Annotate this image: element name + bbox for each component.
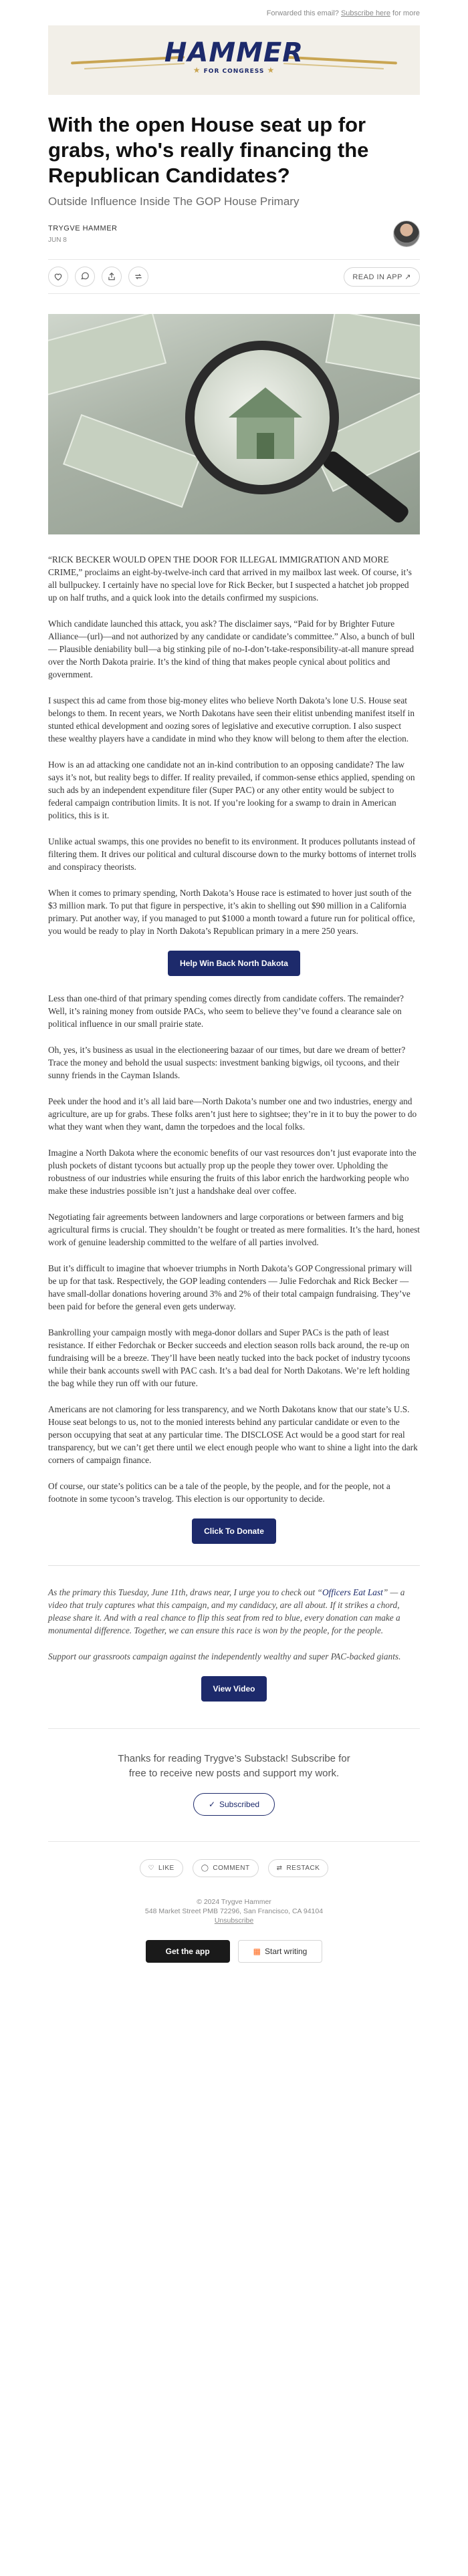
money-bill [325, 314, 420, 385]
closing-paragraph [48, 1586, 420, 1637]
body-paragraph: Bankrolling your campaign mostly with mega-donor dollars and Super PACs is the path of least resistance. If either Fedorchak or Becker succeeds and election season rolls back around, the re-up on fundraising will be a breeze. They’ll have been neatly tucked into the back pocket of industry tycoons while their bank accounts swell with PAC cash. It’s a bad deal for North Dakotans. We’re left holding the bag while they run off with our future. [48, 1327, 411, 1388]
hammer-logo [48, 37, 420, 75]
like-button[interactable] [48, 267, 68, 287]
footer-like-button[interactable] [140, 1859, 183, 1877]
start-writing-label: Start writing [265, 1947, 308, 1956]
body-paragraph: How is an ad attacking one candidate not an in-kind contribution to an opposing candidate? The law says it’s not, but reality begs to differ. If reality prevailed, if common-sense ethics applied, spending on such ads by an independent expenditure filer (Super PAC) or any other entity would be subject to federal campaign contribution limits. It is not. If you’re looking for a swamp to drain in American politics, this is it. [48, 760, 415, 820]
post-actions [48, 259, 420, 294]
logo-wordmark: HAMMER [164, 37, 304, 68]
arrow-up-right-icon: ↗ [404, 273, 411, 281]
star-icon: ★ [193, 65, 201, 75]
logo-subline-text: FOR CONGRESS [203, 68, 265, 75]
body-paragraph: Oh, yes, it’s business as usual in the electioneering bazaar of our times, but dare we dream of better? Trace the money and behold the usual suspects: investment banking bigwigs, oil tycoons, and their sunny friends in the Cayman Islands. [48, 1045, 406, 1080]
like-label: LIKE [158, 1865, 174, 1872]
restack-label: RESTACK [286, 1865, 320, 1872]
restack-button[interactable] [128, 267, 148, 287]
comment-label: COMMENT [213, 1865, 250, 1872]
section-divider [48, 1565, 420, 1566]
subscribed-button[interactable] [193, 1793, 275, 1816]
body-paragraph: Less than one-third of that primary spending comes directly from candidate coffers. The remainder? Well, it’s raining money from outside PACs, who seem to believe they’ve found a clearance sale on political influence in our small prairie state. [48, 993, 404, 1029]
app-buttons [0, 1940, 468, 1963]
closing-text: ” — a video that truly captures what this campaign, and my candidacy, are all about. If it strikes a chord, please share it. And with a real chance to flip this seat from red to blue, every donation can make a monumental difference. Together, we can ensure this race is won by the people, for the people. [48, 1587, 405, 1635]
read-in-app-label: READ IN APP [352, 273, 402, 281]
donate-button[interactable]: Click To Donate [192, 1518, 276, 1544]
legal-footer [0, 1897, 468, 1925]
footer-restack-button[interactable] [268, 1859, 329, 1877]
avatar[interactable] [393, 220, 420, 247]
body-paragraph: Americans are not clamoring for less transparency, and we North Dakotans know that our state’s U.S. House seat belongs to us, not to the monied interests behind any particular candidate or even to the person occupying that seat at any particular time. The DISCLOSE Act would be a good start for real transparency, but we can’t get there until we elect enough people who want to shine a light into the dark corners of campaign finance. [48, 1404, 418, 1465]
reaction-bar [0, 1859, 468, 1877]
restack-icon: ⇄ [276, 1865, 283, 1872]
body-paragraph: Which candidate launched this attack, you ask? The disclaimer says, “Paid for by Brighter Future Alliance—(url)—and not authorized by any candidate or candidate’s committee.” Also, a bunch of bull— Plausible deniability bull—a big stinking pile of no-I-don’t-take-responsibility-at-all manure spread over the North Dakota prairie. It’s the kind of thing that makes people cynical about politics and government. [48, 619, 415, 679]
share-icon [107, 272, 116, 281]
help-win-back-button[interactable]: Help Win Back North Dakota [168, 951, 300, 976]
hero-image[interactable] [48, 314, 420, 534]
closing-note [0, 1586, 468, 1702]
money-bill [48, 314, 166, 396]
subscribed-label: Subscribed [219, 1800, 260, 1809]
comment-button[interactable] [75, 267, 95, 287]
post-subtitle: Outside Influence Inside The GOP House Primary [48, 195, 300, 208]
post-title[interactable]: With the open House seat up for grabs, who's really financing the Republican Candidates? [48, 113, 369, 187]
heart-icon: ♡ [148, 1865, 154, 1872]
view-video-button[interactable]: View Video [201, 1676, 267, 1702]
check-icon: ✓ [208, 1800, 215, 1809]
restack-icon [134, 272, 143, 281]
comment-icon: ◯ [201, 1865, 209, 1872]
money-bill [63, 414, 201, 508]
officers-eat-last-link[interactable]: Officers Eat Last [322, 1587, 383, 1597]
body-paragraph: Unlike actual swamps, this one provides no benefit to its environment. It produces pollutants instead of filtering them. It drives our political and cultural discourse down to the murky bottoms of internet trolls and conspiracy theorists. [48, 836, 417, 872]
copyright: © 2024 Trygve Hammer [197, 1898, 271, 1906]
body-paragraph: I suspect this ad came from those big-money elites who believe North Dakota’s lone U.S. House seat belongs to them. In recent years, we North Dakotans have seen their elitist unbending manifest itself in stunted ethical development and oozing sores of legislative and executive corruption. I also suspect these wealthy players have a candidate in mind who they know will belong to them after the election. [48, 695, 415, 744]
read-in-app-button[interactable] [344, 267, 420, 287]
byline [48, 220, 420, 247]
start-writing-button[interactable] [238, 1940, 323, 1963]
substack-icon: ▦ [253, 1947, 261, 1956]
get-app-button[interactable]: Get the app [146, 1940, 230, 1963]
thanks-text: Thanks for reading Trygve’s Substack! Subscribe for free to receive new posts and support my work. [118, 1753, 350, 1779]
closing-text: As the primary this Tuesday, June 11th, draws near, I urge you to check out “ [48, 1587, 322, 1597]
house-door [257, 433, 274, 459]
subscribe-box [48, 1728, 420, 1842]
forward-note [0, 0, 468, 25]
footer-comment-button[interactable] [193, 1859, 259, 1877]
author-name[interactable]: TRYGVE HAMMER [48, 224, 118, 232]
body-paragraph: Peek under the hood and it’s all laid bare—North Dakota’s number one and two industries, energy and agriculture, are up for grabs. These folks aren’t just here to sightsee; they’re in it to buy the power to do what they want when they want, damn the torpedoes and the local folks. [48, 1096, 417, 1132]
forward-note-text: Forwarded this email? [266, 9, 339, 17]
house-roof [229, 387, 302, 418]
body-paragraph: Of course, our state’s politics can be a tale of the people, by the people, and for the people, not a footnote in some tycoon’s travelog. This election is our opportunity to decide. [48, 1481, 390, 1504]
logo-subline [48, 65, 420, 75]
body-paragraph: But it’s difficult to imagine that whoever triumphs in North Dakota’s GOP Congressional primary will be up for that task. Respectively, the GOP leading contenders — Julie Fedorchak and Rick Becker — have small-dollar donations hovering around 3% and 2% of their total campaign fundraising. They’ve been paid for before the general even gets underway. [48, 1263, 413, 1311]
closing-paragraph: Support our grassroots campaign against the independently wealthy and super PAC-backed giants. [48, 1651, 401, 1661]
heart-icon [53, 272, 63, 281]
mailing-address: 548 Market Street PMB 72296, San Francisco, CA 94104 [144, 1907, 324, 1915]
share-button[interactable] [102, 267, 122, 287]
body-paragraph: “RICK BECKER WOULD OPEN THE DOOR FOR ILLEGAL IMMIGRATION AND MORE CRIME,” proclaims an eight-by-twelve-inch card that arrived in my mailbox last week. Of course, it’s all bullpuckey. I certainly have no special love for Rick Becker, but I suspected a hatchet job propped up on half truths, and a quick look into the details confirmed my suspicions. [48, 554, 412, 603]
campaign-banner[interactable] [48, 25, 420, 95]
body-paragraph: Imagine a North Dakota where the economic benefits of our vast resources don’t just evaporate into the plush pockets of distant tycoons but actually prop up the people they tower over. Upholding the robustness of our industries while ensuring the fruits of this labor enrich the hardworking people who make these industries possible isn’t just a handshake deal over coffee. [48, 1148, 417, 1196]
post-date: JUN 8 [48, 236, 67, 244]
unsubscribe-link[interactable]: Unsubscribe [214, 1917, 254, 1925]
body-paragraph: Negotiating fair agreements between landowners and large corporations or between farmers and big agricultural firms is crucial. They shouldn’t be fought or treated as mere formalities. It’s the hard, honest work of genuine leadership committed to the welfare of all parties involved. [48, 1212, 420, 1247]
article-body [0, 553, 468, 1544]
comment-icon [80, 272, 90, 281]
forward-note-suffix: for more [392, 9, 420, 17]
body-paragraph: When it comes to primary spending, North Dakota’s House race is estimated to hover just south of the $3 million mark. To put that figure in perspective, it’s akin to shelling out $90 million in a California primary. Put another way, if you managed to put $1000 a month toward a future run for political office, you would be ready to play in North Dakota’s Republican primary in a mere 250 years. [48, 888, 415, 936]
star-icon: ★ [267, 65, 275, 75]
subscribe-here-link[interactable]: Subscribe here [340, 9, 390, 17]
